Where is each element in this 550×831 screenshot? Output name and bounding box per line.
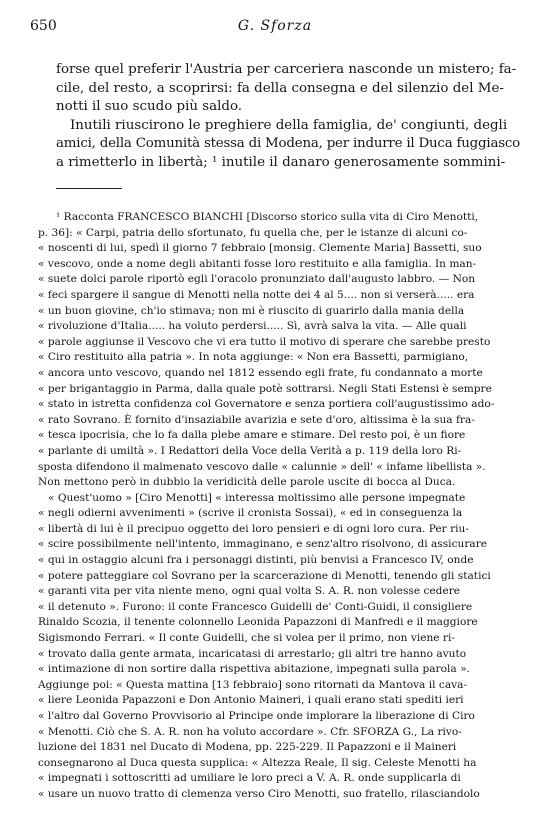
footnote-line: « scire possibilmente nell'intento, immaginano, e senz'altro risolvono, di assicurare <box>38 538 488 551</box>
footnote-line: « liere Leonida Papazzoni e Don Antonio Maineri, i quali erano stati spediti ieri <box>38 694 464 707</box>
footnote-line: « l'altro dal Governo Provvisorio al Principe onde implorare la liberazione di Ciro <box>38 710 475 722</box>
footnote-line: « garanti vita per vita niente meno, ogni qual volta S. A. R. non volesse cedere <box>38 585 461 598</box>
running-head: G. Sforza <box>237 18 313 34</box>
footnote-line: « Ciro restituito alla patria ». In nota aggiunge: « Non era Bassetti, parmigiano, <box>38 351 469 364</box>
page-header <box>30 18 520 40</box>
footnote-line: « rato Sovrano. È fornito d'insaziabile avarizia e sete d'oro, altissima è la sua fra- <box>38 413 475 426</box>
main-text-line: Inutili riuscirono le preghiere della famiglia, de' congiunti, degli <box>70 117 508 133</box>
footnote-line: « un buon giovine, ch'io stimava; non mi è riuscito di guarirlo dalla mania della <box>38 304 465 317</box>
main-text-line: cile, del resto, a scoprirsi: fa della consegna e del silenzio del Me- <box>56 80 504 96</box>
footnote-line: « Menotti. Ciò che S. A. R. non ha voluto accordare ». Cfr. SFORZA G., La rivo- <box>38 725 462 738</box>
footnote-line: « vescovo, onde a nome degli abitanti fosse loro restituito e alla famiglia. In man- <box>38 257 477 270</box>
footnote-line: « parole aggiunse il Vescovo che vi era tutto il motivo di sperare che sarebbe presto <box>38 335 491 348</box>
footnote-line: « feci spargere il sangue di Menotti nella notte dei 4 al 5.... non si verserà..... era <box>38 288 475 301</box>
footnote-line: « trovato dalla gente armata, incaricatasi di arrestarlo; gli altri tre hanno avuto <box>38 647 467 660</box>
footnote-line: « Quest'uomo » [Ciro Menotti] « interessa moltissimo alle persone impegnate <box>48 491 466 504</box>
footnote-line: « intimazione di non sortire dalla rispettiva abitazione, impegnati sulla parola ». <box>38 663 470 676</box>
footnote-line: Rinaldo Scozia, il tenente colonnello Leonida Papazzoni di Manfredi e il maggiore <box>38 616 478 629</box>
footnote-line: « parlante di umiltà ». I Redattori della Voce della Verità a p. 119 della loro Ri- <box>38 444 462 457</box>
footnote-line: « stato in istretta confidenza col Governatore e senza portiera coll'augustissimo ado- <box>38 398 495 411</box>
footnote-line: Aggiunge poi: « Questa mattina [13 febbraio] sono ritornati da Mantova il cava- <box>38 678 468 691</box>
footnote-line: « rivoluzione d'Italia..... ha voluto perdersi..... Sì, avrà salva la vita. — Alle quali <box>38 320 467 333</box>
main-text-line: a rimetterlo in libertà; ¹ inutile il danaro generosamente sommini- <box>56 154 506 170</box>
footnote-line: « per brigantaggio in Parma, dalla quale potè sottrarsi. Negli Stati Estensi è sempre <box>38 382 492 395</box>
main-text-line: forse quel preferir l'Austria per carceriera nasconde un mistero; fa- <box>56 62 517 77</box>
footnote-line: « ancora unto vescovo, quando nel 1812 essendo egli frate, fu condannato a morte <box>38 366 483 379</box>
footnote-line: « potere patteggiare col Sovrano per la scarcerazione di Menotti, tenendo gli statici <box>38 569 491 582</box>
footnote-rule <box>56 188 122 189</box>
footnote-line: « negli odierni avvenimenti » (scrive il cronista Sossai), « ed in conseguenza la <box>38 507 463 520</box>
footnote <box>38 210 518 803</box>
main-text-line: amici, della Comunità stessa di Modena, per indurre il Duca fuggiasco <box>56 136 520 151</box>
footnote-line: « noscenti di lui, spedì il giorno 7 febbraio [monsig. Clemente Maria] Bassetti, suo <box>38 242 482 255</box>
footnote-line: « impegnati i sottoscritti ad umiliare le loro preci a V. A. R. onde supplicarla di <box>38 772 461 785</box>
footnote-line: consegnarono al Duca questa supplica: « Altezza Reale, Il sig. Celeste Menotti ha <box>38 756 477 769</box>
footnote-line: ¹ Racconta FRANCESCO BIANCHI [Discorso storico sulla vita di Ciro Menotti, <box>56 211 479 223</box>
footnote-line: « qui in ostaggio alcuni fra i personaggi distinti, più benvisi a Francesco IV, onde <box>38 554 474 567</box>
footnote-line: Sigismondo Ferrari. « Il conte Guidelli, che si volea per il primo, non viene ri- <box>38 632 455 645</box>
footnote-line: « il detenuto ». Furono: il conte Francesco Guidelli de' Conti-Guidi, il consigliere <box>38 600 473 613</box>
footnote-line: luzione del 1831 nel Ducato di Modena, pp. 225-229. Il Papazzoni e il Maineri <box>38 741 457 754</box>
footnote-line: « tesca ipocrisia, che lo fa dalla plebe amare e stimare. Del resto poi, è un fiore <box>38 429 466 442</box>
main-text <box>56 61 520 172</box>
page-number: 650 <box>30 18 57 34</box>
footnote-line: Non mettono però in dubbio la veridicità delle parole uscite di bocca al Duca. <box>38 476 456 489</box>
footnote-line: « libertà di lui è il precipuo oggetto dei loro pensieri e di ogni loro cura. Per riu- <box>38 522 469 535</box>
footnote-line: sposta difendono il malmenato vescovo dalle « calunnie » dell' « infame libellista ». <box>38 460 486 473</box>
main-text-line: notti il suo scudo più saldo. <box>56 99 243 114</box>
footnote-line: « usare un nuovo tratto di clemenza verso Ciro Menotti, suo fratello, rilasciandolo <box>38 787 480 800</box>
footnote-line: « suete dolci parole riportò egli l'oracolo pronunziato dall'augusto labbro. — Non <box>38 273 476 286</box>
footnote-line: p. 36]: « Carpi, patria dello sfortunato, fu quella che, per le istanze di alcuni co- <box>38 226 468 239</box>
